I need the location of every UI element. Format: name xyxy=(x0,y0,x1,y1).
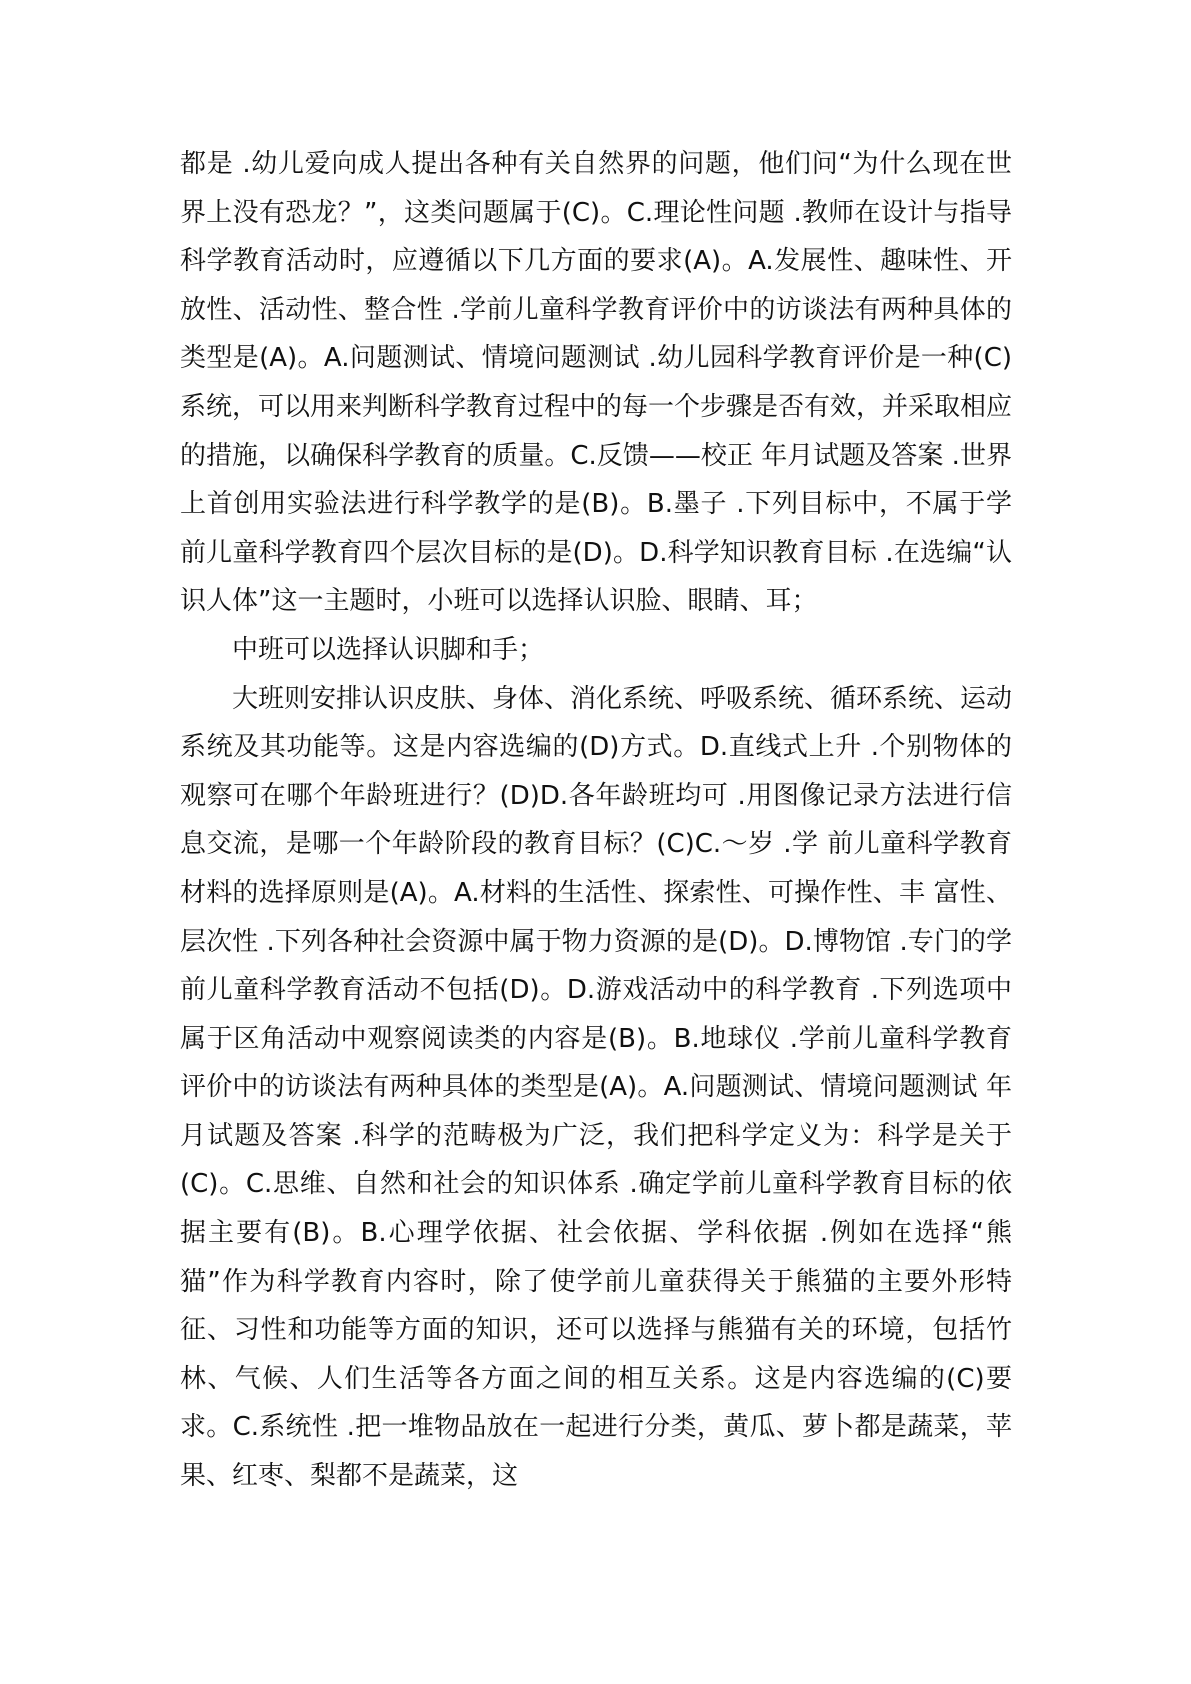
document-body xyxy=(180,140,1012,1501)
paragraph-3: 大班则安排认识皮肤、身体、消化系统、呼吸系统、循环系统、运动系统及其功能等。这是内容选编的(D)方式。D.直线式上升 .个别物体的观察可在哪个年龄班进行？(D)D.各年龄班均可 .用图像记录方法进行信息交流，是哪一个年龄阶段的教育目标？(C)C.～岁 .学 前儿童科学教育材料的选择原则是(A)。A.材料的生活性、探索性、可操作性、丰 富性、层次性 .下列各种社会资源中属于物力资源的是(D)。D.博物馆 .专门的学前儿童科学教育活动不包括(D)。D.游戏活动中的科学教育 .下列选项中属于区角活动中观察阅读类的内容是(B)。B.地球仪 .学前儿童科学教育评价中的访谈法有两种具体的类型是(A)。A.问题测试、情境问题测试 年月试题及答案 .科学的范畴极为广泛，我们把科学定义为：科学是关于(C)。C.思维、自然和社会的知识体系 .确定学前儿童科学教育目标的依据主要有(B)。B.心理学依据、社会依据、学科依据 .例如在选择“熊猫”作为科学教育内容时，除了使学前儿童获得关于熊猫的主要外形特征、习性和功能等方面的知识，还可以选择与熊猫有关的环境，包括竹林、气候、人们生活等各方面之间的相互关系。这是内容选编的(C)要求。C.系统性 .把一堆物品放在一起进行分类，黄瓜、萝卜都是蔬菜，苹果、红枣、梨都不是蔬菜，这 xyxy=(180,683,1013,1492)
paragraph-2: 中班可以选择认识脚和手； xyxy=(232,634,545,665)
paragraph-1: 都是 .幼儿爱向成人提出各种有关自然界的问题，他们问“为什么现在世界上没有恐龙？”，这类问题属于(C)。C.理论性问题 .教师在设计与指导科学教育活动时，应遵循以下几方面的要求(A)。A.发展性、趣味性、开放性、活动性、整合性 .学前儿童科学教育评价中的访谈法有两种具体的类型是(A)。A.问题测试、情境问题测试 .幼儿园科学教育评价是一种(C)系统，可以用来判断科学教育过程中的每一个步骤是否有效，并采取相应的措施，以确保科学教育的质量。C.反馈——校正 年月试题及答案 .世界上首创用实验法进行科学教学的是(B)。B.墨子 .下列目标中，不属于学前儿童科学教育四个层次目标的是(D)。D.科学知识教育目标 .在选编“认识人体”这一主题时，小班可以选择认识脸、眼睛、耳； xyxy=(180,149,1013,617)
